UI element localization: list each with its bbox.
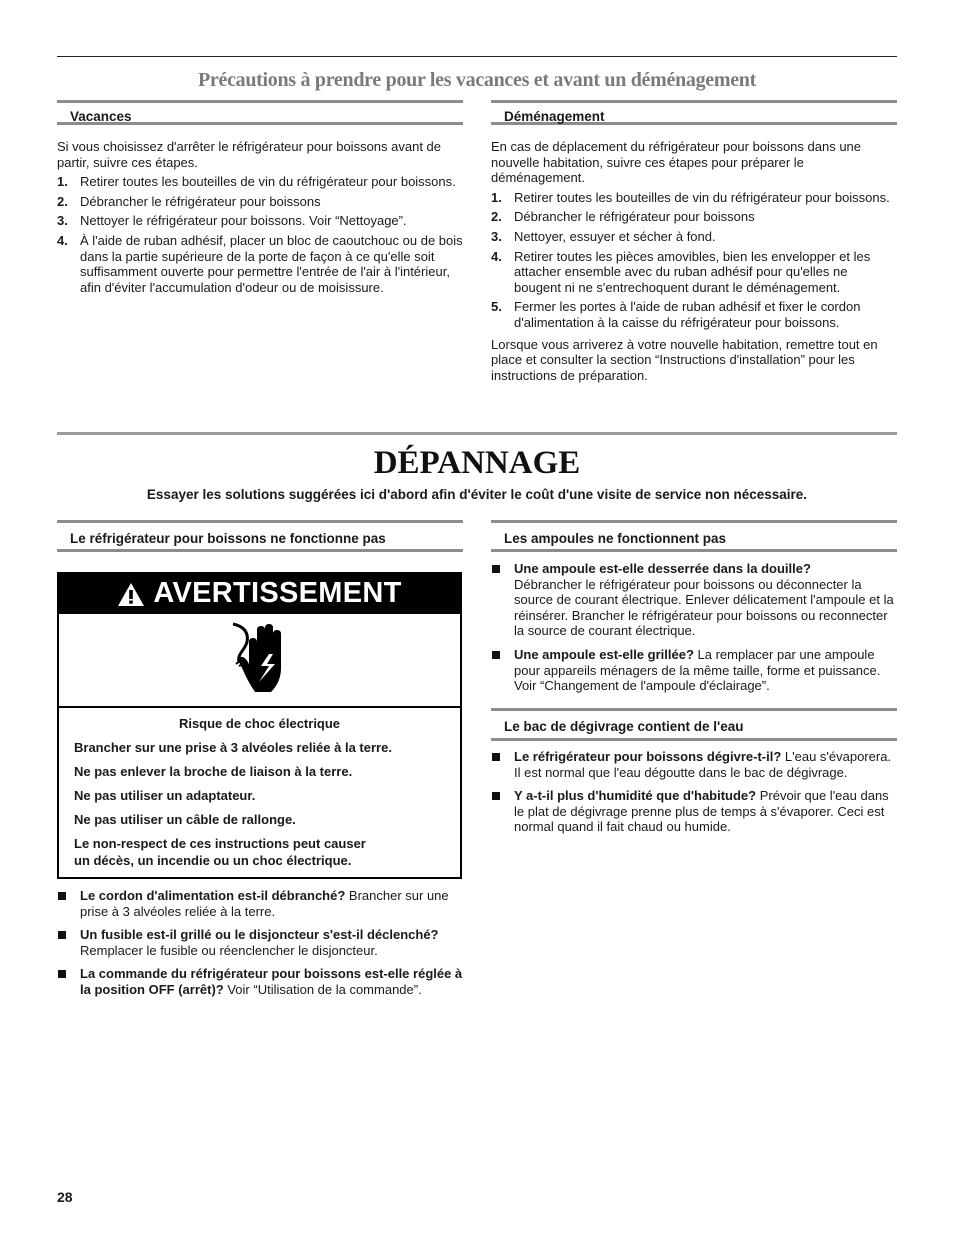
warning-line: Ne pas utiliser un câble de rallonge.: [74, 812, 296, 827]
warning-header: [59, 574, 460, 614]
electric-shock-hand-icon: [225, 620, 295, 700]
bullet-square-icon: [492, 651, 500, 659]
warning-label: AVERTISSEMENT: [153, 577, 402, 610]
vacances-heading: Vacances: [57, 100, 463, 125]
warning-text: [59, 708, 460, 869]
list-item: 1. Retirer toutes les bouteilles de vin du réfrigérateur pour boissons.: [491, 189, 890, 205]
list-item: Un fusible est-il grillé ou le disjoncteur s'est-il déclenché? Remplacer le fusible ou réenclencher le disjoncteur.: [57, 927, 463, 958]
defrost-heading: Le bac de dégivrage contient de l'eau: [491, 708, 897, 741]
list-item: 3. Nettoyer le réfrigérateur pour boissons. Voir “Nettoyage”.: [57, 213, 407, 229]
bullet-square-icon: [58, 970, 66, 978]
defrost-section: [491, 708, 897, 843]
list-item: Une ampoule est-elle desserrée dans la douille? Débrancher le réfrigérateur pour boissons ou déconnecter la source de courant électrique. Enlever délicatement l'ampoule et la réinsérer. Brancher le réfrigérateur pour boissons ou reconnecter la source de courant électrique.: [491, 561, 897, 639]
no-work-items: [57, 888, 463, 1006]
warning-risk: Risque de choc électrique: [178, 716, 341, 731]
precautions-title: Précautions à prendre pour les vacances et avant un déménagement: [198, 69, 756, 91]
list-item: 4. À l'aide de ruban adhésif, placer un bloc de caoutchouc ou de bois dans la partie supérieure de la porte de façon à ce qu'elle soit suffisamment ouverte pour permettre l'entrée de l'air à l'intérieur, afin d'éviter l'accumulation d'odeur ou de moisissure.: [57, 232, 463, 295]
list-item: 2. Débrancher le réfrigérateur pour boissons: [57, 193, 321, 209]
demenagement-column: [491, 100, 897, 383]
list-item: 3. Nettoyer, essuyer et sécher à fond.: [491, 228, 716, 244]
list-item: Le cordon d'alimentation est-il débranché? Brancher sur une prise à 3 alvéoles reliée à la terre.: [57, 888, 463, 919]
no-work-heading: Le réfrigérateur pour boissons ne fonctionne pas: [57, 520, 463, 552]
shock-hazard-pictogram: [59, 614, 460, 708]
warning-line: Brancher sur une prise à 3 alvéoles reliée à la terre.: [74, 740, 392, 755]
bullet-square-icon: [58, 892, 66, 900]
warning-consequence: Le non-respect de ces instructions peut causer un décès, un incendie ou un choc électrique.: [74, 836, 366, 868]
demenagement-intro: En cas de déplacement du réfrigérateur pour boissons dans une nouvelle habitation, suivre ces étapes pour préparer le déménagement.: [491, 139, 862, 186]
top-rule: [57, 56, 897, 57]
bullet-square-icon: [492, 792, 500, 800]
vacances-steps: [57, 174, 463, 295]
lights-heading: Les ampoules ne fonctionnent pas: [491, 520, 897, 552]
list-item: 5. Fermer les portes à l'aide de ruban adhésif et fixer le cordon d'alimentation à la caisse du réfrigérateur pour boissons.: [491, 299, 861, 330]
demenagement-outro: Lorsque vous arriverez à votre nouvelle habitation, remettre tout en place et consulter la section “Instructions d'installation” pour les instructions de préparation.: [491, 336, 878, 383]
warning-triangle-icon: [117, 582, 145, 607]
bullet-square-icon: [492, 753, 500, 761]
depannage-title: DÉPANNAGE: [373, 445, 581, 481]
warning-line: Ne pas enlever la broche de liaison à la terre.: [74, 764, 353, 779]
vacances-intro: Si vous choisissez d'arrêter le réfrigérateur pour boissons avant de partir, suivre ces étapes.: [57, 139, 442, 170]
bullet-square-icon: [58, 931, 66, 939]
demenagement-heading: Déménagement: [491, 100, 897, 125]
list-item: Le réfrigérateur pour boissons dégivre-t-il? L'eau s'évaporera. Il est normal que l'eau dégoutte dans le bac de dégivrage.: [491, 749, 897, 780]
page-number: 28: [57, 1189, 73, 1205]
warning-box: [57, 572, 462, 879]
warning-line: Ne pas utiliser un adaptateur.: [74, 788, 256, 803]
list-item: 4. Retirer toutes les pièces amovibles, bien les envelopper et les attacher ensemble avec du ruban adhésif pour qu'elles ne bougent ni ne s'entrechoquent durant le déménagement.: [491, 248, 871, 295]
list-item: Y a-t-il plus d'humidité que d'habitude? Prévoir que l'eau dans le plat de dégivrage prenne plus de temps à s'évaporer. Ceci est normal quand il fait chaud ou humide.: [491, 788, 897, 835]
list-item: 2. Débrancher le réfrigérateur pour boissons: [491, 209, 755, 225]
list-item: 1. Retirer toutes les bouteilles de vin du réfrigérateur pour boissons.: [57, 174, 456, 190]
list-item: La commande du réfrigérateur pour boissons est-elle réglée à la position OFF (arrêt)? Voir “Utilisation de la commande”.: [57, 966, 463, 997]
bullet-square-icon: [492, 565, 500, 573]
vacances-column: [57, 100, 463, 299]
list-item: Une ampoule est-elle grillée? La remplacer par une ampoule pour appareils ménagers de la même taille, forme et puissance. Voir “Changement de l'ampoule d'éclairage”.: [491, 647, 897, 694]
lights-section: [491, 520, 897, 702]
depannage-intro: Essayer les solutions suggérées ici d'abord afin d'éviter le coût d'une visite de service non nécessaire.: [146, 487, 808, 502]
depannage-rule: [57, 432, 897, 435]
demenagement-steps: [491, 190, 897, 331]
no-work-section: [57, 520, 463, 552]
